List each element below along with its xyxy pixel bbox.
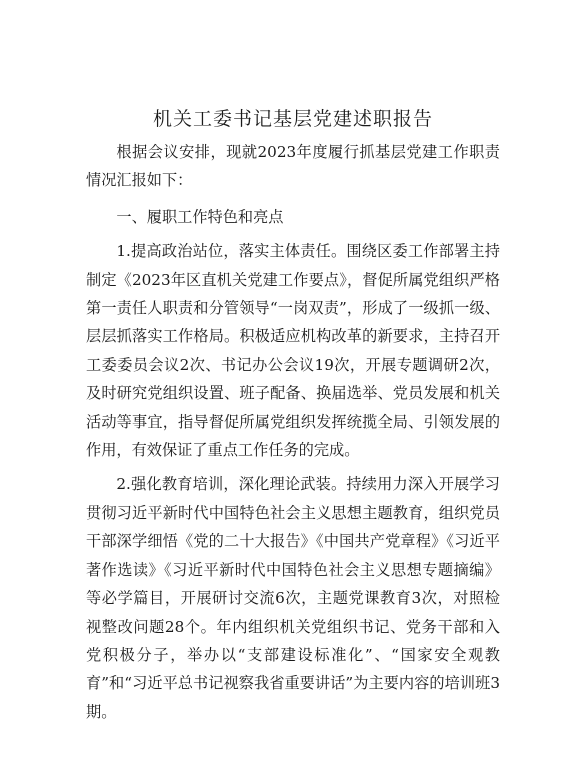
paragraph-education-training: 2.强化教育培训，深化理论武装。持续用力深入开展学习贯彻习近平新时代中国特色社会主义思想主题教育，组织党员干部深学细悟《党的二十大报告》《中国共产党章程》《习近平著作选读》《习近平新时代中国特色社会主义思想专题摘编》等必学篇目，开展研讨交流6次，主题党课教育3次，对照检视整改问题28个。年内组织机关党组织书记、党务干部和入党积极分子，举办以“支部建设标准化”、“国家安全观教育”和“习近平总书记视察我省重要讲话”为主要内容的培训班3期。: [86, 475, 500, 721]
section-heading: 一、履职工作特色和亮点: [116, 207, 284, 226]
document-title: 机关工委书记基层党建述职报告: [152, 108, 433, 130]
document-body: [86, 138, 500, 732]
paragraph-political-stance: 1.提高政治站位，落实主体责任。围绕区委工作部署主持制定《2023年区直机关党建工作要点》，督促所属党组织严格第一责任人职责和分管领导“一岗双责”，形成了一级抓一级、层层抓落实工作格局。积极适应机构改革的新要求，主持召开工委委员会议2次、书记办公会议19次，开展专题调研2次，及时研究党组织设置、班子配备、换届选举、党员发展和机关活动等事宜，指导督促所属党组织发挥统揽全局、引领发展的作用，有效保证了重点工作任务的完成。: [86, 242, 500, 460]
intro-paragraph: 根据会议安排，现就2023年度履行抓基层党建工作职责情况汇报如下：: [86, 143, 500, 190]
